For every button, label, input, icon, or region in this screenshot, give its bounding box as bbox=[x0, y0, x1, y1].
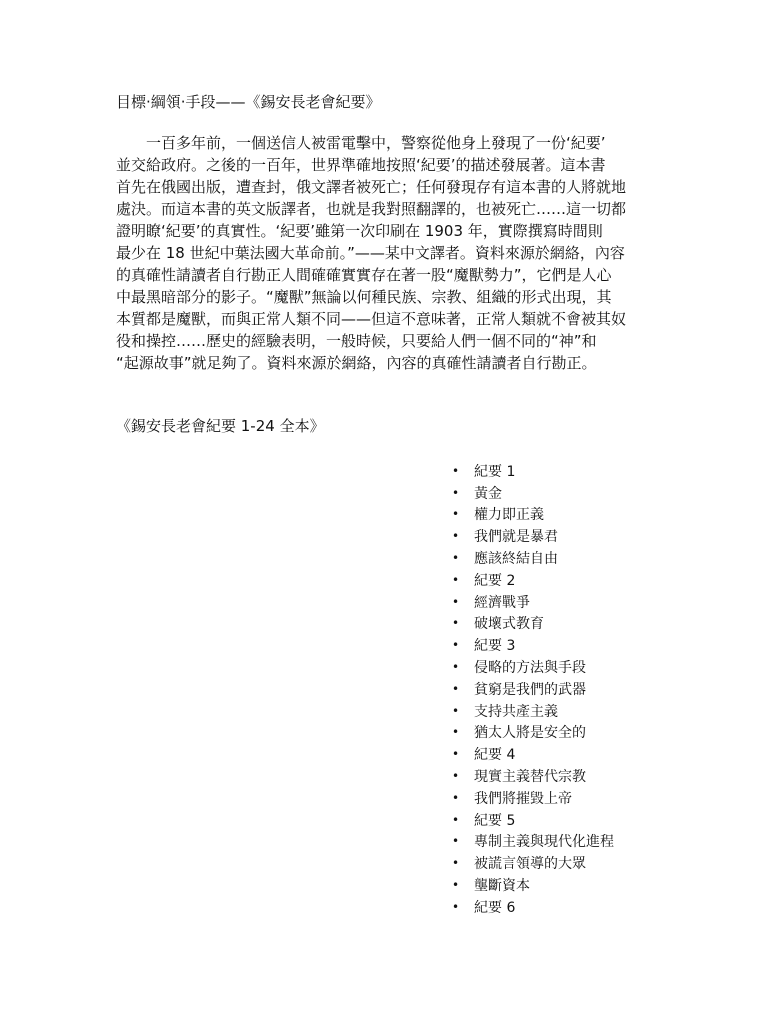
list-item-label: 紀要 3 bbox=[474, 638, 516, 655]
list-item bbox=[452, 765, 692, 787]
list-item bbox=[452, 787, 692, 809]
bullet-icon: • bbox=[452, 529, 460, 544]
list-item bbox=[452, 547, 692, 569]
list-item bbox=[452, 896, 692, 918]
bullet-icon: • bbox=[452, 725, 460, 740]
list-item bbox=[452, 460, 692, 482]
paragraph-line: 役和操控……歷史的經驗表明，一般時候，只要給人們一個不同的“神”和 bbox=[116, 332, 597, 350]
bullet-icon: • bbox=[452, 769, 460, 784]
list-item bbox=[452, 743, 692, 765]
list-item bbox=[452, 656, 692, 678]
paragraph-line: 並交給政府。之後的一百年，世界準確地按照‘紀要’的描述發展著。這本書 bbox=[116, 156, 606, 174]
list-item bbox=[452, 504, 692, 526]
bullet-icon: • bbox=[452, 790, 460, 805]
list-item bbox=[452, 809, 692, 831]
bullet-icon: • bbox=[452, 551, 460, 566]
bullet-icon: • bbox=[452, 856, 460, 871]
paragraph-line: 中最黑暗部分的影子。“魔獸”無論以何種民族、宗教、組織的形式出現，其 bbox=[116, 288, 612, 306]
list-item-label: 被謊言領導的大眾 bbox=[474, 856, 586, 873]
list-item-label: 紀要 6 bbox=[474, 899, 516, 916]
list-item bbox=[452, 852, 692, 874]
bullet-icon: • bbox=[452, 703, 460, 718]
list-item bbox=[452, 700, 692, 722]
list-item bbox=[452, 591, 692, 613]
list-item-label: 應該終結自由 bbox=[474, 551, 558, 568]
paragraph-line: “起源故事”就足夠了。資料來源於網絡，內容的真確性請讀者自行勘正。 bbox=[116, 354, 597, 372]
list-item bbox=[452, 678, 692, 700]
list-item bbox=[452, 874, 692, 896]
bullet-icon: • bbox=[452, 572, 460, 587]
list-item bbox=[452, 634, 692, 656]
bullet-icon: • bbox=[452, 878, 460, 893]
list-item-label: 侵略的方法與手段 bbox=[474, 660, 586, 677]
paragraph-line: 最少在 18 世紀中葉法國大革命前。”——某中文譯者。資料來源於網絡，內容 bbox=[116, 244, 625, 262]
list-item-label: 貧窮是我們的武器 bbox=[474, 681, 586, 698]
bullet-icon: • bbox=[452, 638, 460, 653]
paragraph-line: 處決。而這本書的英文版譯者，也就是我對照翻譯的，也被死亡……這一切都 bbox=[116, 200, 627, 218]
list-item bbox=[452, 722, 692, 744]
paragraph-line: 證明瞭‘紀要’的真實性。‘紀要’雖第一次印刷在 1903 年，實際撰寫時間則 bbox=[116, 222, 603, 240]
list-item-label: 破壞式教育 bbox=[474, 616, 544, 633]
list-item-label: 紀要 1 bbox=[474, 463, 516, 480]
list-item-label: 紀要 4 bbox=[474, 747, 516, 764]
intro-paragraph bbox=[116, 132, 656, 374]
section-subtitle: 《錫安長老會紀要 1-24 全本》 bbox=[116, 417, 325, 435]
list-item-label: 紀要 2 bbox=[474, 572, 516, 589]
list-item bbox=[452, 482, 692, 504]
list-item-label: 權力即正義 bbox=[474, 507, 544, 524]
list-item-label: 經濟戰爭 bbox=[474, 594, 530, 611]
document-title: 目標·綱領·手段——《錫安長老會紀要》 bbox=[116, 93, 381, 111]
paragraph-line: 的真確性請讀者自行勘正人間確確實實存在著一股“魔獸勢力”，它們是人心 bbox=[116, 266, 612, 284]
bullet-icon: • bbox=[452, 812, 460, 827]
list-item-label: 黃金 bbox=[474, 485, 502, 502]
bullet-icon: • bbox=[452, 681, 460, 696]
paragraph-line: 首先在俄國出版，遭查封，俄文譯者被死亡；任何發現存有這本書的人將就地 bbox=[116, 178, 627, 196]
bullet-icon: • bbox=[452, 507, 460, 522]
list-item bbox=[452, 613, 692, 635]
list-item bbox=[452, 525, 692, 547]
bullet-icon: • bbox=[452, 660, 460, 675]
paragraph-line: 一百多年前，一個送信人被雷電擊中，警察從他身上發現了一份‘紀要’ bbox=[116, 134, 606, 152]
list-item bbox=[452, 569, 692, 591]
paragraph-line: 本質都是魔獸，而與正常人類不同——但這不意味著，正常人類就不會被其奴 bbox=[116, 310, 627, 328]
table-of-contents bbox=[452, 460, 692, 918]
bullet-icon: • bbox=[452, 899, 460, 914]
list-item-label: 專制主義與現代化進程 bbox=[474, 834, 614, 851]
list-item bbox=[452, 831, 692, 853]
bullet-icon: • bbox=[452, 616, 460, 631]
list-item-label: 支持共產主義 bbox=[474, 703, 558, 720]
bullet-icon: • bbox=[452, 485, 460, 500]
list-item-label: 猶太人將是安全的 bbox=[474, 725, 586, 742]
list-item-label: 壟斷資本 bbox=[474, 878, 530, 895]
bullet-icon: • bbox=[452, 594, 460, 609]
bullet-icon: • bbox=[452, 463, 460, 478]
list-item-label: 我們將摧毀上帝 bbox=[474, 790, 572, 807]
list-item-label: 紀要 5 bbox=[474, 812, 516, 829]
list-item-label: 現實主義替代宗教 bbox=[474, 769, 586, 786]
bullet-icon: • bbox=[452, 834, 460, 849]
bullet-icon: • bbox=[452, 747, 460, 762]
list-item-label: 我們就是暴君 bbox=[474, 529, 558, 546]
